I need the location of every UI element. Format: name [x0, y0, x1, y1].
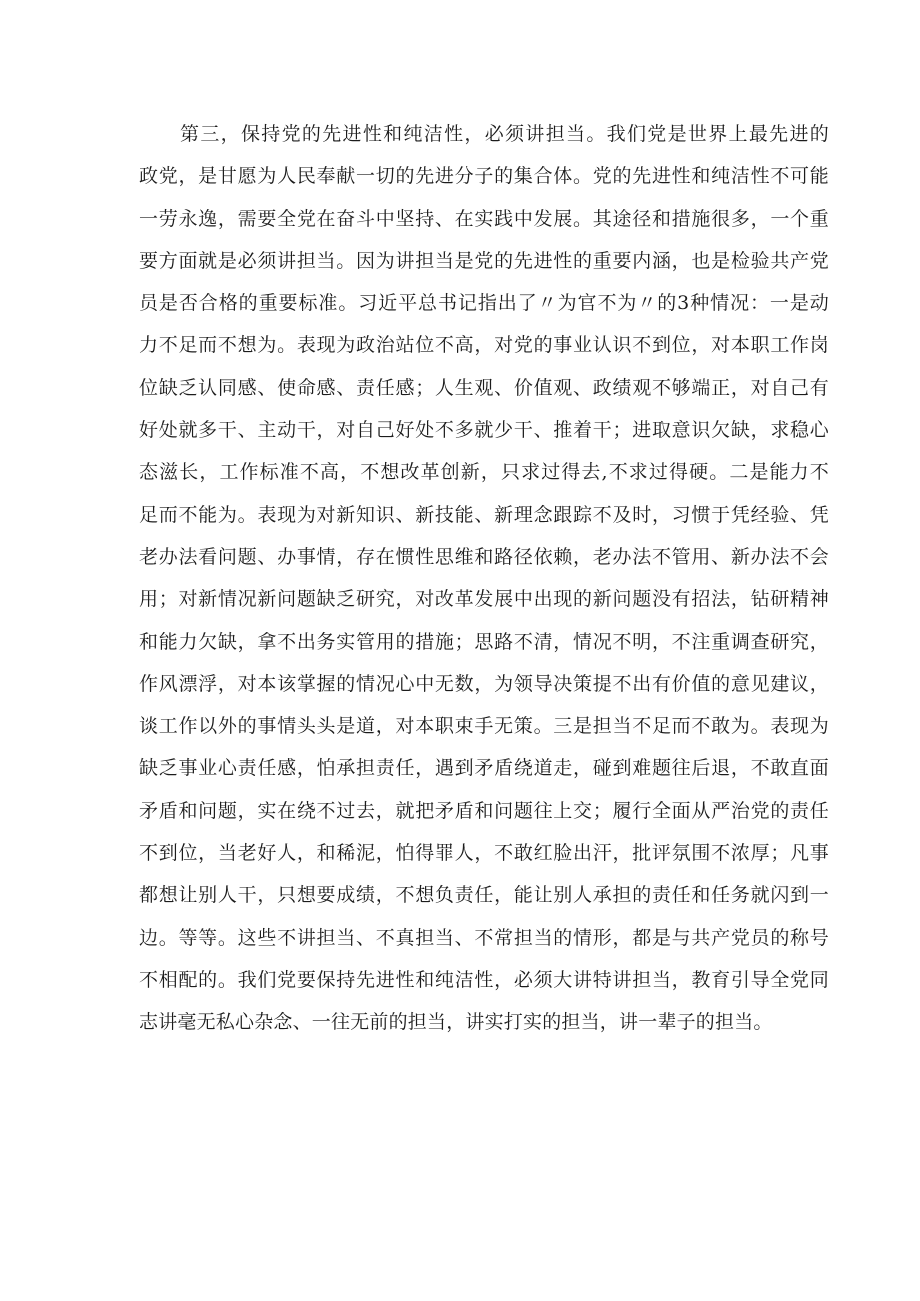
- paragraph-line: 边。等等。这些不讲担当、不真担当、不常担当的情形，都是与共产党员的称号: [139, 926, 829, 949]
- paragraph-line: 矛盾和问题，实在绕不过去，就把矛盾和问题往上交；履行全面从严治党的责任: [139, 799, 829, 822]
- paragraph-line: 足而不能为。表现为对新知识、新技能、新理念跟踪不及时，习惯于凭经验、凭: [139, 503, 829, 526]
- paragraph-line: 不到位，当老好人，和稀泥，怕得罪人，不敢红脸出汗，批评氛围不浓厚；凡事: [139, 842, 829, 865]
- paragraph-line: 和能力欠缺，拿不出务实管用的措施；思路不清，情况不明，不注重调查研究，: [139, 630, 829, 653]
- paragraph-line: 员是否合格的重要标准。习近平总书记指出了〃为官不为〃的3种情况：一是动: [139, 292, 829, 315]
- paragraph-line: 一劳永逸，需要全党在奋斗中坚持、在实践中发展。其途径和措施很多，一个重: [139, 207, 829, 230]
- paragraph-line: 作风漂浮，对本该掌握的情况心中无数，为领导决策提不出有价值的意见建议，: [139, 672, 829, 695]
- paragraph-line: 第三，保持党的先进性和纯洁性，必须讲担当。我们党是世界上最先进的: [180, 123, 829, 145]
- paragraph-line: 志讲毫无私心杂念、一往无前的担当，讲实打实的担当，讲一辈子的担当。: [139, 1011, 773, 1034]
- paragraph-line: 用；对新情况新问题缺乏研究，对改革发展中出现的新问题没有招法，钻研精神: [139, 588, 829, 611]
- paragraph-line: 不相配的。我们党要保持先进性和纯洁性，必须大讲特讲担当，教育引导全党同: [139, 968, 829, 991]
- paragraph-line: 要方面就是必须讲担当。因为讲担当是党的先进性的重要内涵，也是检验共产党: [139, 249, 829, 272]
- paragraph-line: 老办法看问题、办事情，存在惯性思维和路径依赖，老办法不管用、新办法不会: [139, 545, 829, 568]
- paragraph-line: 力不足而不想为。表现为政治站位不高，对党的事业认识不到位，对本职工作岗: [139, 334, 829, 357]
- paragraph-line: 都想让别人干，只想要成绩，不想负责任，能让别人承担的责任和任务就闪到一: [139, 884, 829, 907]
- paragraph-line: 谈工作以外的事情头头是道，对本职束手无策。三是担当不足而不敢为。表现为: [139, 715, 829, 738]
- body-paragraph: [139, 113, 829, 1044]
- paragraph-line: 政党，是甘愿为人民奉献一切的先进分子的集合体。党的先进性和纯洁性不可能: [139, 165, 829, 188]
- paragraph-line: 态滋长，工作标准不高，不想改革创新，只求过得去,不求过得硬。二是能力不: [139, 461, 829, 484]
- paragraph-line: 位缺乏认同感、使命感、责任感；人生观、价值观、政绩观不够端正，对自己有: [139, 376, 829, 399]
- paragraph-line: 缺乏事业心责任感，怕承担责任，遇到矛盾绕道走，碰到难题往后退，不敢直面: [139, 757, 829, 780]
- paragraph-line: 好处就多干、主动干，对自己好处不多就少干、推着干；进取意识欠缺，求稳心: [139, 419, 829, 442]
